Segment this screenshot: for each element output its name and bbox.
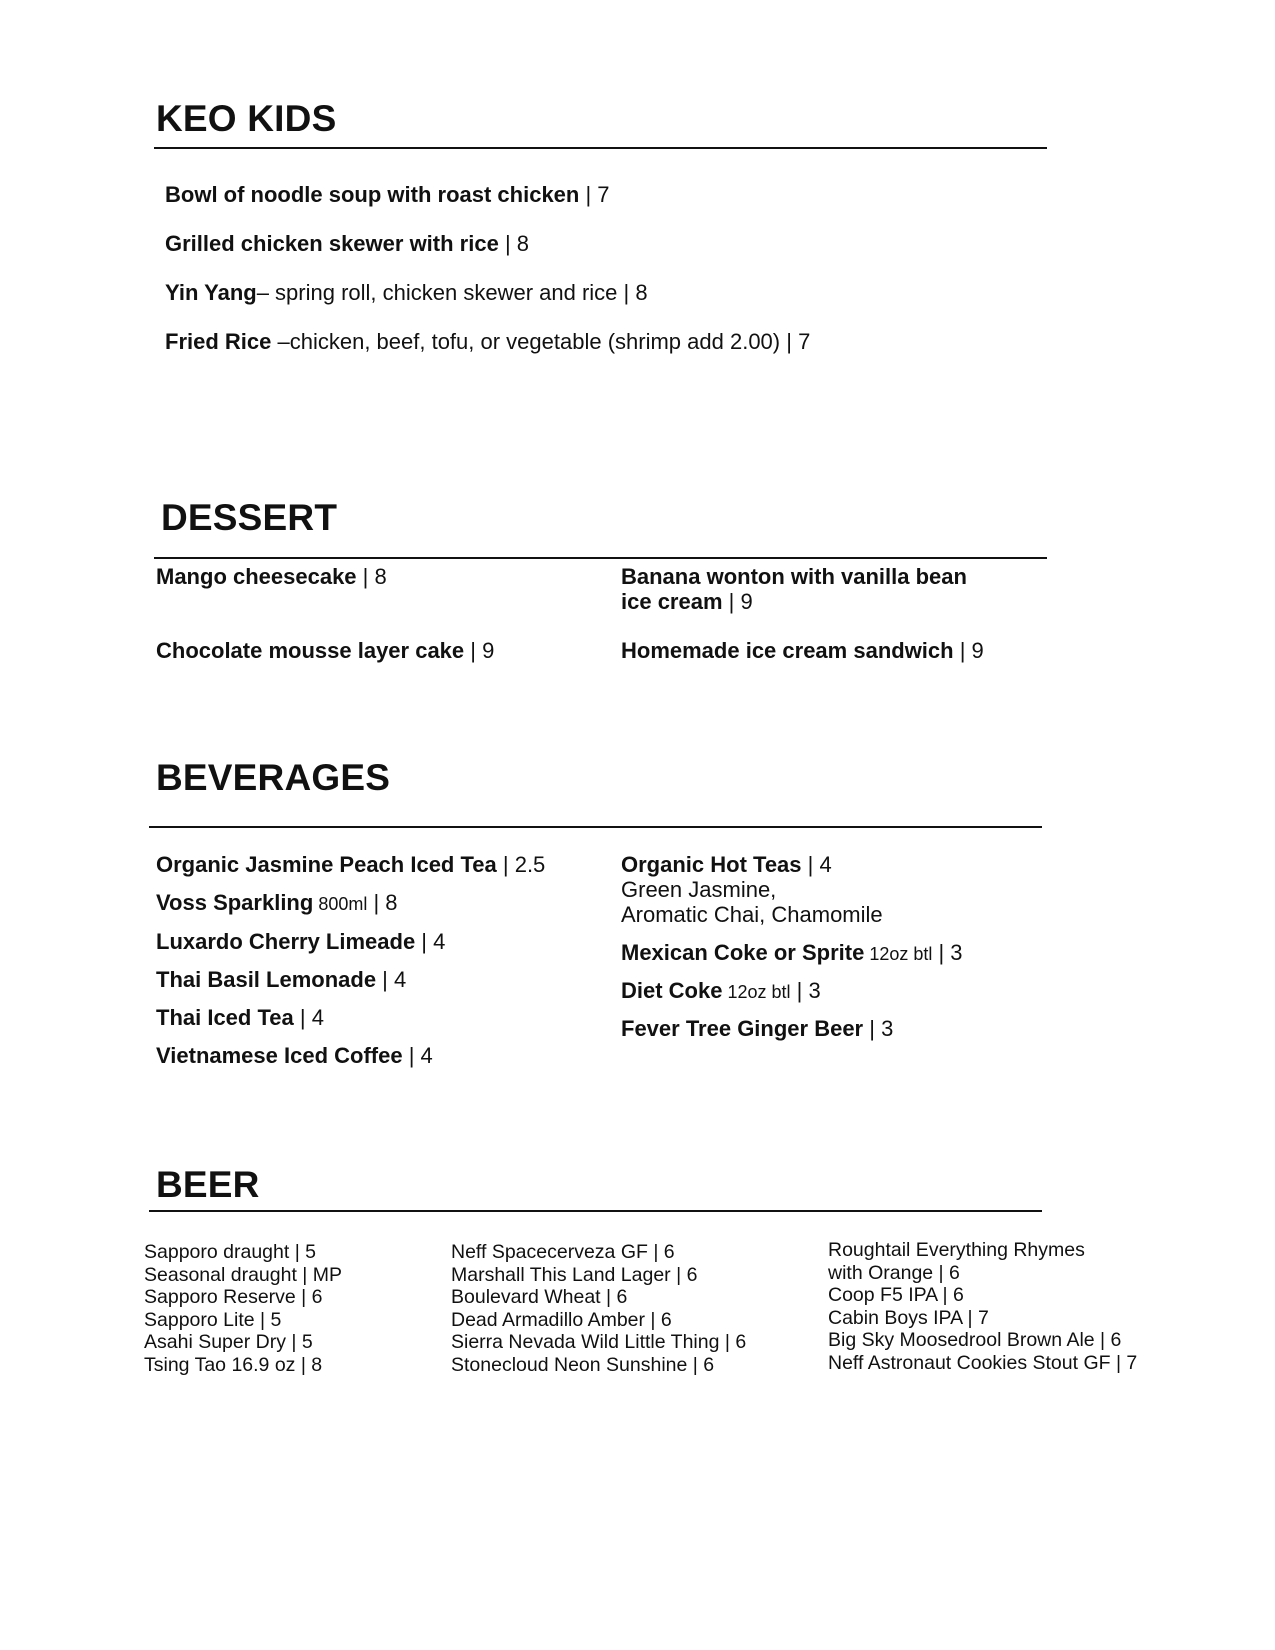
kids-item-desc: –chicken, beef, tofu, or vegetable (shrimp add 2.00) [271, 329, 781, 354]
beverage-item [621, 940, 963, 967]
beverage-item [156, 1005, 324, 1030]
kids-item [165, 279, 648, 307]
beer-item: Seasonal draught | MP [144, 1263, 343, 1286]
beverage-item-name: Diet Coke [621, 978, 723, 1003]
beer-column-2 [451, 1241, 746, 1376]
beer-item: Roughtail Everything Rhymes [828, 1239, 1085, 1261]
beer-item: Dead Armadillo Amber | 6 [451, 1308, 672, 1331]
beverage-item-price: | 4 [402, 1043, 433, 1068]
dessert-item-name: Homemade ice cream sandwich [621, 638, 954, 663]
hot-teas-flavors: Green Jasmine, [621, 877, 777, 902]
beer-item: Boulevard Wheat | 6 [451, 1286, 628, 1308]
beverage-item [621, 978, 821, 1005]
dessert-item [621, 564, 967, 614]
beer-item: Sapporo Lite | 5 [144, 1308, 282, 1331]
section-divider [154, 557, 1047, 559]
beverage-item-price: | 2.5 [496, 852, 546, 877]
hot-teas-flavors: Aromatic Chai, Chamomile [621, 902, 883, 927]
beverage-item [156, 890, 398, 917]
kids-item-name: Yin Yang [165, 280, 257, 305]
beverage-item-name: Mexican Coke or Sprite [621, 940, 865, 965]
beverage-item-price: | 3 [790, 978, 821, 1003]
kids-item-price: | 7 [579, 182, 610, 207]
kids-item-name: Bowl of noodle soup with roast chicken [165, 182, 580, 207]
beer-item: Big Sky Moosedrool Brown Ale | 6 [828, 1329, 1122, 1351]
dessert-item-price: | 9 [953, 638, 984, 663]
dessert-item-name: Mango cheesecake [156, 564, 357, 589]
beverage-item [156, 967, 406, 992]
kids-item-price: | 8 [498, 231, 530, 256]
dessert-item [156, 564, 387, 589]
beer-item: Stonecloud Neon Sunshine | 6 [451, 1353, 715, 1376]
beer-item: Sapporo Reserve | 6 [144, 1286, 323, 1308]
beer-item: Tsing Tao 16.9 oz | 8 [144, 1353, 323, 1376]
beverage-item-price: | 3 [932, 940, 963, 965]
section-title-beer: BEER [156, 1164, 260, 1205]
dessert-item [621, 638, 984, 663]
dessert-item [156, 638, 494, 663]
beer-item: Cabin Boys IPA | 7 [828, 1306, 989, 1329]
section-title-beverages: BEVERAGES [156, 757, 391, 798]
beer-item: Neff Astronaut Cookies Stout GF | 7 [828, 1351, 1138, 1374]
section-title-keo-kids: KEO KIDS [156, 98, 337, 139]
beer-item: Marshall This Land Lager | 6 [451, 1263, 698, 1286]
beverage-item-name: Organic Jasmine Peach Iced Tea [156, 852, 497, 877]
kids-item [165, 181, 610, 209]
dessert-item-name: Chocolate mousse layer cake [156, 638, 465, 663]
beer-item: Sapporo draught | 5 [144, 1241, 317, 1263]
kids-item [165, 328, 810, 356]
beverage-item [621, 1016, 893, 1041]
beverage-item-name: Fever Tree Ginger Beer [621, 1016, 864, 1041]
beverage-item-price: | 8 [367, 890, 398, 915]
beverage-item-name: Vietnamese Iced Coffee [156, 1043, 403, 1068]
beverage-item [156, 1043, 433, 1068]
kids-item-price: | 8 [617, 280, 648, 305]
beverage-item-hot-teas [621, 852, 883, 927]
beer-item: Asahi Super Dry | 5 [144, 1331, 313, 1353]
beer-item: Neff Spacecerveza GF | 6 [451, 1241, 675, 1263]
dessert-item-name: Banana wonton with vanilla bean [621, 564, 967, 589]
beverage-item [156, 852, 545, 877]
beverage-item-price: | 4 [376, 967, 407, 992]
beverage-item-name: Thai Iced Tea [156, 1005, 294, 1030]
beer-item: Sierra Nevada Wild Little Thing | 6 [451, 1331, 747, 1353]
section-title-dessert: DESSERT [161, 497, 338, 538]
beer-item: with Orange | 6 [828, 1261, 960, 1284]
section-divider [149, 1210, 1042, 1212]
beverage-item [156, 929, 445, 954]
beverage-item-size: 12oz btl [864, 944, 933, 964]
beverage-item-price: | 3 [863, 1016, 894, 1041]
beverage-item-name: Thai Basil Lemonade [156, 967, 377, 992]
dessert-item-price: | 9 [464, 638, 495, 663]
dessert-item-price: | 8 [356, 564, 387, 589]
beverage-item-price: | 4 [415, 929, 446, 954]
kids-item-price: | 7 [780, 329, 811, 354]
dessert-item-name-cont: ice cream [621, 589, 723, 614]
section-divider [149, 826, 1042, 828]
beverage-item-size: 800ml [313, 894, 368, 914]
beer-column-1 [144, 1241, 342, 1376]
section-divider [154, 147, 1047, 149]
beverage-item-name: Luxardo Cherry Limeade [156, 929, 416, 954]
beverage-item-size: 12oz btl [722, 982, 791, 1002]
kids-item-name: Fried Rice [165, 329, 272, 354]
beverage-item-name: Voss Sparkling [156, 890, 314, 915]
beverage-item-price: | 4 [293, 1005, 324, 1030]
dessert-item-price: | 9 [722, 589, 753, 614]
kids-item-desc: – spring roll, chicken skewer and rice [256, 280, 618, 305]
beverage-item-name: Organic Hot Teas [621, 852, 802, 877]
beer-item: Coop F5 IPA | 6 [828, 1284, 964, 1306]
kids-item-name: Grilled chicken skewer with rice [165, 231, 499, 256]
beer-column-3 [828, 1239, 1137, 1374]
beverage-item-price: | 4 [801, 852, 832, 877]
kids-item [165, 230, 529, 258]
